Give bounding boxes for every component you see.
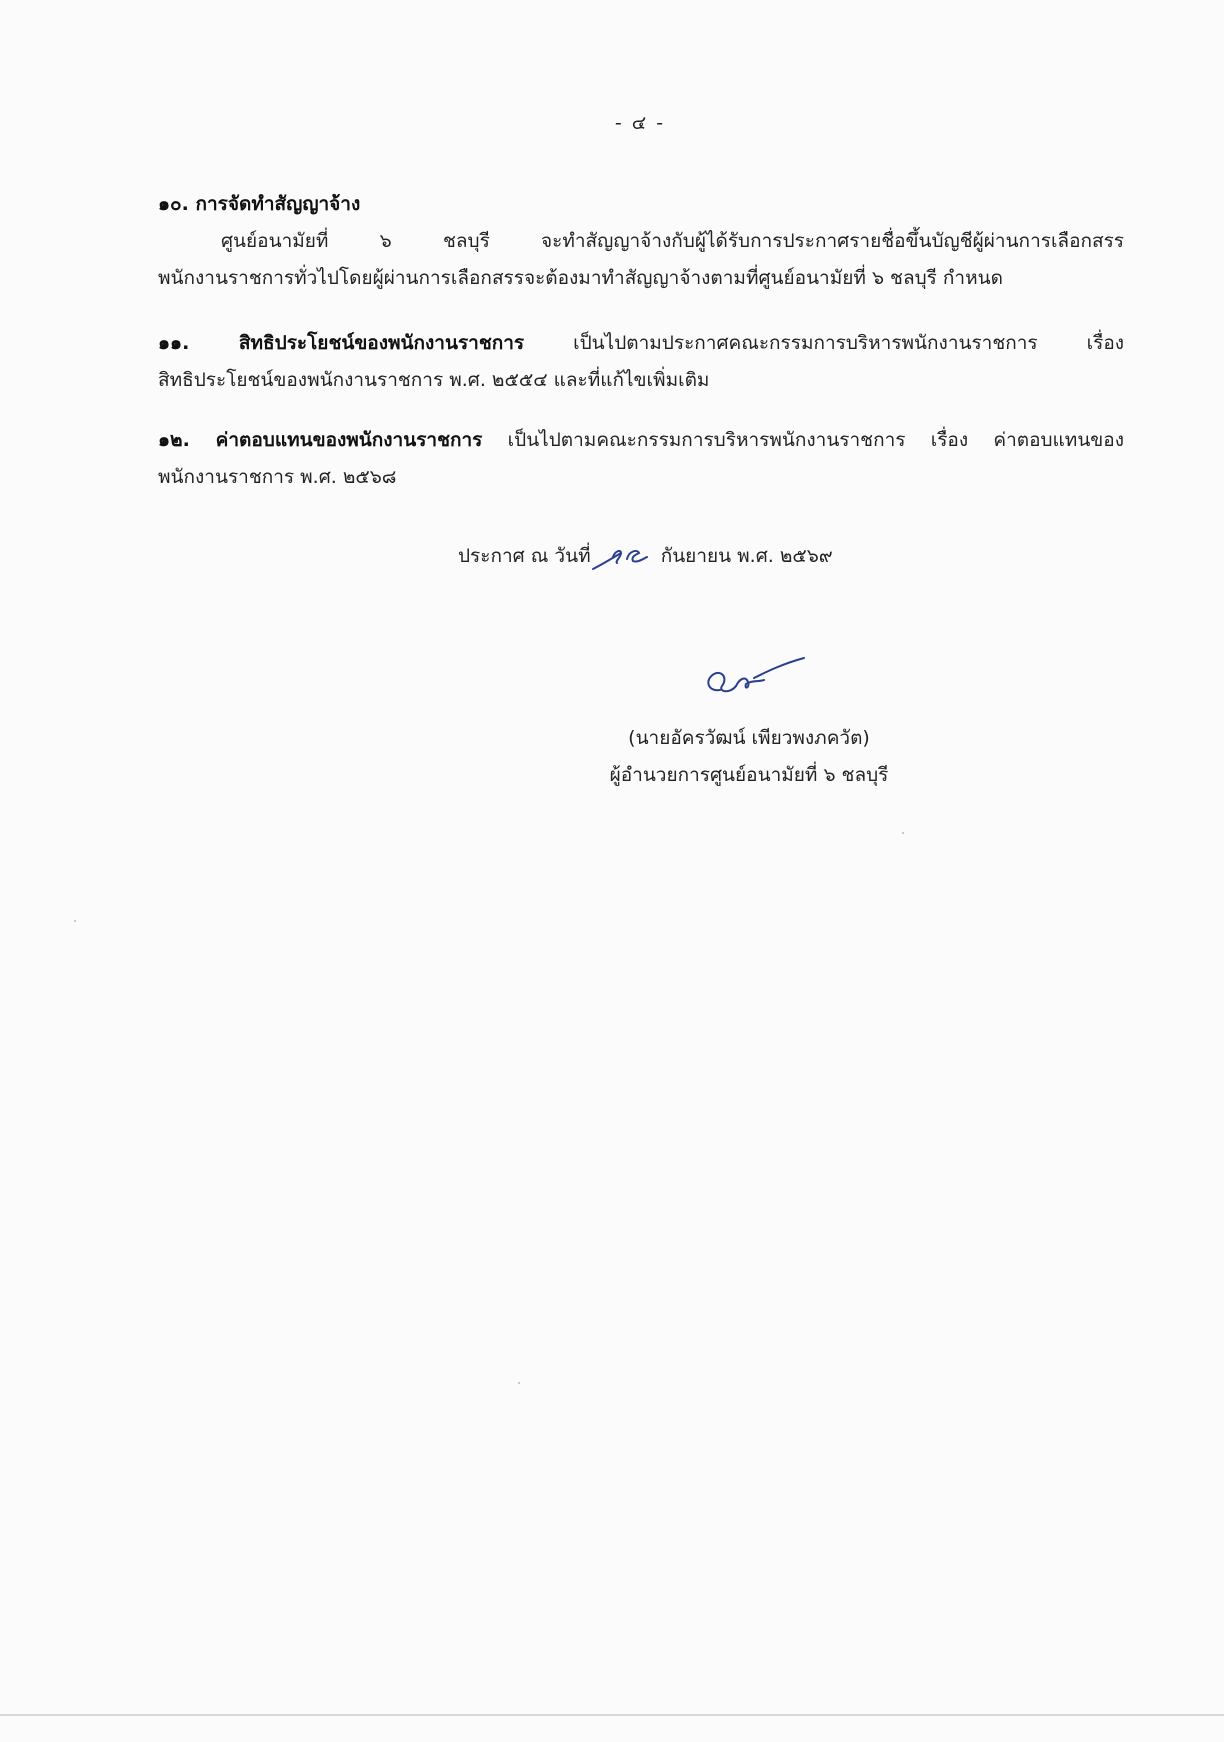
scan-speck xyxy=(518,1382,520,1384)
section-11-line-2: สิทธิประโยชน์ของพนักงานราชการ พ.ศ. ๒๕๕๔ และที่แก้ไขเพิ่มเติม xyxy=(158,369,710,391)
signer-block xyxy=(594,720,904,794)
section-12-employee-compensation xyxy=(158,422,1124,496)
page-number: - ๔ - xyxy=(614,112,666,134)
director-signature xyxy=(692,650,812,718)
announcement-date-line xyxy=(458,538,833,574)
section-12-line-1-text: เป็นไปตามคณะกรรมการบริหารพนักงานราชการ เรื่อง ค่าตอบแทนของ xyxy=(482,429,1124,451)
scan-bottom-edge xyxy=(0,1714,1224,1716)
announcement-prefix: ประกาศ ณ วันที่ xyxy=(458,545,591,567)
section-12-line-2: พนักงานราชการ พ.ศ. ๒๕๖๘ xyxy=(158,466,397,488)
signer-name: (นายอัครวัฒน์ เพียวพงภควัต) xyxy=(628,727,870,749)
section-11-heading: ๑๑. สิทธิประโยชน์ของพนักงานราชการ xyxy=(158,332,525,354)
signer-position: ผู้อำนวยการศูนย์อนามัยที่ ๖ ชลบุรี xyxy=(609,764,889,786)
scan-speck xyxy=(902,832,904,834)
section-11-line-1-text: เป็นไปตามประกาศคณะกรรมการบริหารพนักงานราชการ เรื่อง xyxy=(524,332,1125,354)
section-11-line-1 xyxy=(158,325,1124,362)
announcement-suffix: กันยายน พ.ศ. ๒๕๖๙ xyxy=(660,545,833,567)
section-12-line-1 xyxy=(158,422,1124,459)
section-10-line-2: พนักงานราชการทั่วไปโดยผู้ผ่านการเลือกสรรจะต้องมาทำสัญญาจ้างตามที่ศูนย์อนามัยที่ ๖ ชลบุรี กำหนด xyxy=(158,267,1003,289)
section-10-employment-contract xyxy=(158,186,1124,297)
section-10-heading: ๑๐. การจัดทำสัญญาจ้าง xyxy=(158,193,361,215)
section-11-employee-benefits xyxy=(158,325,1124,399)
section-10-line-1: ศูนย์อนามัยที่ ๖ ชลบุรี จะทำสัญญาจ้างกับผู้ได้รับการประกาศรายชื่อขึ้นบัญชีผู้ผ่านการเลือกสรร xyxy=(221,230,1124,252)
scan-speck xyxy=(74,920,76,922)
section-12-heading: ๑๒. ค่าตอบแทนของพนักงานราชการ xyxy=(158,429,483,451)
signature-ink xyxy=(692,650,812,714)
handwritten-day-ink xyxy=(591,537,651,577)
